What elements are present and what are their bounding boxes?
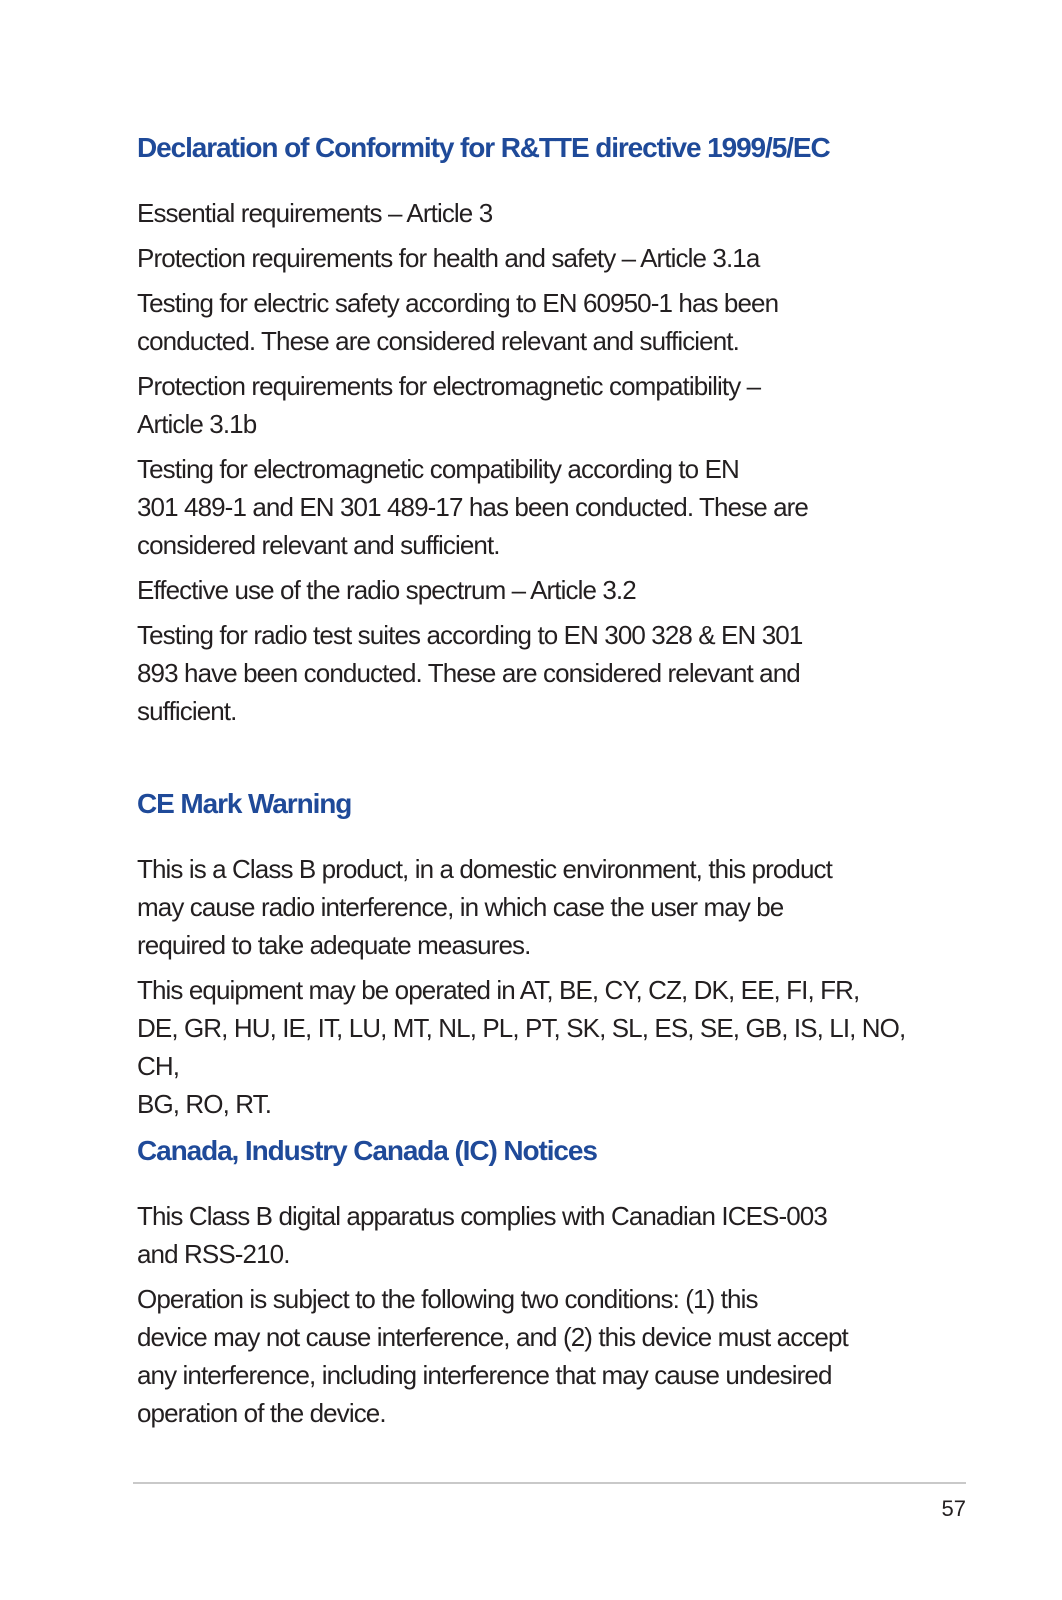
- paragraph-emc-requirements: Protection requirements for electromagnetic compatibility – Article 3.1b: [137, 371, 761, 439]
- paragraph-health-safety: Protection requirements for health and safety – Article 3.1a: [137, 243, 760, 273]
- rtte-declaration-section: [137, 128, 927, 730]
- footer-divider: [133, 1482, 966, 1484]
- industry-canada-section: [137, 1131, 927, 1432]
- page-number: 57: [941, 1496, 966, 1521]
- paragraph-class-b-product: This is a Class B product, in a domestic environment, this product may cause radio interference, in which case the user may be required to take adequate measures.: [137, 854, 832, 960]
- paragraph-radio-testing: Testing for radio test suites according to EN 300 328 & EN 301 893 have been conducted. These are considered relevant and sufficient.: [137, 620, 803, 726]
- paragraph-ices-compliance: This Class B digital apparatus complies with Canadian ICES-003 and RSS-210.: [137, 1201, 827, 1269]
- paragraph-essential-requirements: Essential requirements – Article 3: [137, 198, 493, 228]
- paragraph-countries: This equipment may be operated in AT, BE, CY, CZ, DK, EE, FI, FR, DE, GR, HU, IE, IT, LU, MT, NL, PL, PT, SK, SL, ES, SE, GB, IS, LI, NO, CH, BG, RO, RT.: [137, 975, 906, 1119]
- paragraph-emc-testing: Testing for electromagnetic compatibility according to EN 301 489-1 and EN 301 489-17 has been conducted. These are considered relevant and sufficient.: [137, 454, 808, 560]
- industry-canada-heading: Canada, Industry Canada (IC) Notices: [137, 1135, 597, 1166]
- ce-mark-warning-section: [137, 784, 927, 1123]
- ce-mark-warning-heading: CE Mark Warning: [137, 788, 352, 819]
- paragraph-electric-safety-testing: Testing for electric safety according to EN 60950-1 has been conducted. These are considered relevant and sufficient.: [137, 288, 779, 356]
- paragraph-radio-spectrum: Effective use of the radio spectrum – Article 3.2: [137, 575, 636, 605]
- paragraph-operation-conditions: Operation is subject to the following two conditions: (1) this device may not cause interference, and (2) this device must accept any interference, including interference that may cause undesired operation of the device.: [137, 1284, 848, 1428]
- page-content: [137, 128, 927, 1439]
- rtte-declaration-heading: Declaration of Conformity for R&TTE directive 1999/5/EC: [137, 132, 830, 163]
